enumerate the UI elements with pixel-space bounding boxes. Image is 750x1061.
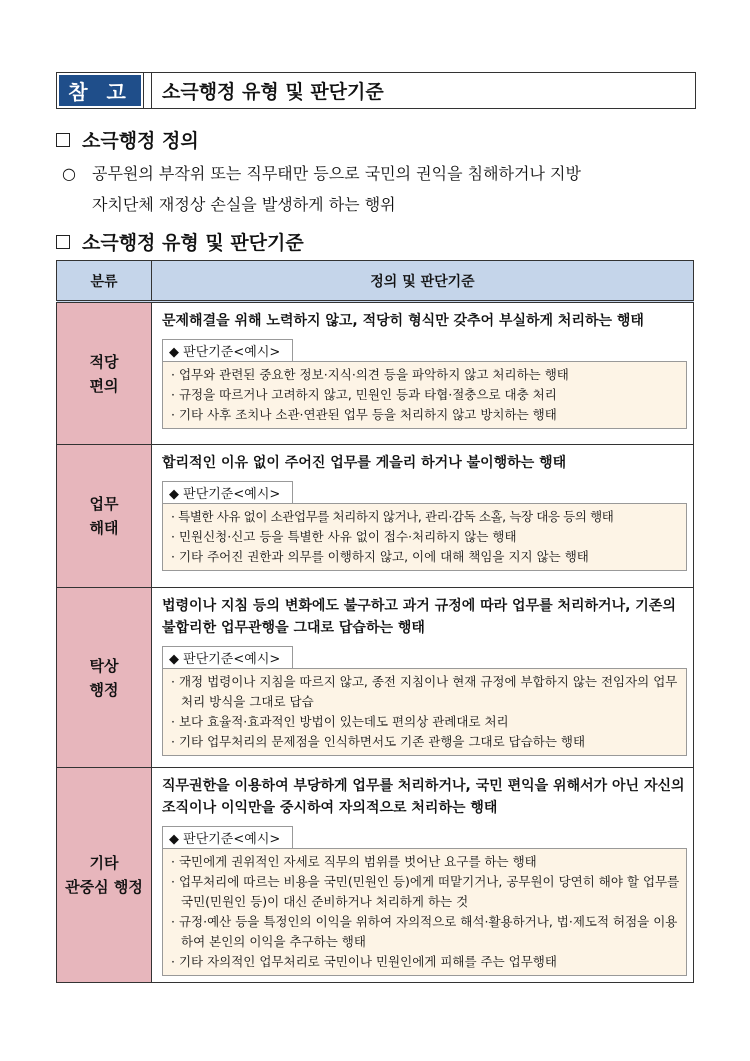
category-label: 적당 (89, 352, 119, 371)
criteria-box (162, 503, 687, 571)
column-header-criteria: 정의 및 판단기준 (152, 261, 694, 302)
criteria-label: ◆ 판단기준<예시> (162, 826, 293, 849)
table-header-row (57, 261, 694, 302)
category-label: 편의 (89, 376, 119, 395)
criteria-item: · 국민에게 권위적인 자세로 직무의 범위를 벗어난 요구를 하는 행태 (171, 854, 537, 869)
criteria-item: · 규정·예산 등을 특정인의 이익을 위하여 자의적으로 해석·활용하거나, 법·제도적 허점을 이용하여 본인의 이익을 추구하는 행태 (171, 914, 678, 949)
type-definition: 법령이나 지침 등의 변화에도 불구하고 과거 규정에 따라 업무를 처리하거나, 기존의 불합리한 업무관행을 그대로 답습하는 행태 (162, 598, 676, 636)
criteria-box (162, 668, 687, 756)
category-label: 탁상 (89, 656, 119, 675)
table-row (57, 302, 694, 445)
table-row (57, 445, 694, 588)
criteria-table (56, 260, 694, 983)
criteria-label: ◆ 판단기준<예시> (162, 481, 293, 504)
criteria-item: · 민원신청·신고 등을 특별한 사유 없이 접수·처리하지 않는 행태 (171, 529, 517, 544)
criteria-item: · 기타 자의적인 업무처리로 국민이나 민원인에게 피해를 주는 업무행태 (171, 954, 557, 969)
type-definition: 문제해결을 위해 노력하지 않고, 적당히 형식만 갖추어 부실하게 처리하는 행태 (162, 313, 644, 329)
criteria-cell (152, 588, 694, 768)
criteria-cell (152, 768, 694, 983)
criteria-item: · 기타 사후 조치나 소관·연관된 업무 등을 처리하지 않고 방치하는 행태 (171, 407, 557, 422)
page-title: 소극행정 유형 및 판단기준 (151, 73, 695, 108)
type-definition: 합리적인 이유 없이 주어진 업무를 게을리 하거나 불이행하는 행태 (162, 455, 567, 471)
criteria-label: ◆ 판단기준<예시> (162, 339, 293, 362)
criteria-item: · 기타 업무처리의 문제점을 인식하면서도 기존 관행을 그대로 답습하는 행태 (171, 734, 586, 749)
category-cell (57, 302, 152, 445)
reference-tag: 참 고 (57, 73, 143, 108)
types-heading (56, 228, 304, 255)
criteria-item: · 업무처리에 따르는 비용을 국민(민원인 등)에게 떠맡기거나, 공무원이 당연히 해야 할 업무를 국민(민원인 등)이 대신 준비하거나 처리하게 하는 것 (171, 874, 680, 909)
criteria-item: · 보다 효율적·효과적인 방법이 있는데도 편의상 관례대로 처리 (171, 714, 509, 729)
category-label: 업무 (89, 495, 119, 513)
column-header-category: 분류 (57, 261, 152, 302)
criteria-box (162, 848, 687, 976)
criteria-box (162, 361, 687, 429)
definition-text (62, 158, 702, 220)
definition-heading-text: 소극행정 정의 (82, 130, 199, 152)
category-cell (57, 768, 152, 983)
title-box (56, 72, 696, 109)
definition-heading (56, 126, 199, 153)
category-label: 행정 (89, 680, 119, 699)
criteria-item: · 기타 주어진 권한과 의무를 이행하지 않고, 이에 대해 책임을 지지 않는 행태 (171, 549, 589, 564)
circle-bullet-icon: ○ (62, 164, 76, 183)
definition-line-1: 공무원의 부작위 또는 직무태만 등으로 국민의 권익을 침해하거나 지방 (92, 164, 581, 183)
criteria-cell (152, 302, 694, 445)
square-bullet-icon (56, 235, 70, 249)
criteria-item: · 업무와 관련된 중요한 정보·지식·의견 등을 파악하지 않고 처리하는 행태 (171, 367, 569, 382)
criteria-item: · 규정을 따르거나 고려하지 않고, 민원인 등과 타협·절충으로 대충 처리 (171, 387, 557, 402)
table-row (57, 768, 694, 983)
criteria-item: · 개정 법령이나 지침을 따르지 않고, 종전 지침이나 현재 규정에 부합하지 않는 전임자의 업무처리 방식을 그대로 답습 (171, 674, 678, 709)
type-definition: 직무권한을 이용하여 부당하게 업무를 처리하거나, 국민 편익을 위해서가 아닌 자신의 조직이나 이익만을 중시하여 자의적으로 처리하는 행태 (162, 778, 685, 816)
criteria-cell (152, 445, 694, 588)
square-bullet-icon (56, 133, 70, 147)
category-cell (57, 445, 152, 588)
types-heading-text: 소극행정 유형 및 판단기준 (82, 232, 304, 254)
criteria-label: ◆ 판단기준<예시> (162, 646, 293, 669)
criteria-item: · 특별한 사유 없이 소관업무를 처리하지 않거나, 관리·감독 소홀, 늑장 대응 등의 행태 (171, 509, 614, 524)
category-label: 관중심 행정 (65, 878, 143, 896)
category-label: 해태 (89, 519, 119, 537)
category-cell (57, 588, 152, 768)
table-row (57, 588, 694, 768)
category-label: 기타 (89, 854, 119, 872)
definition-line-2: 자치단체 재정상 손실을 발생하게 하는 행위 (92, 195, 396, 214)
